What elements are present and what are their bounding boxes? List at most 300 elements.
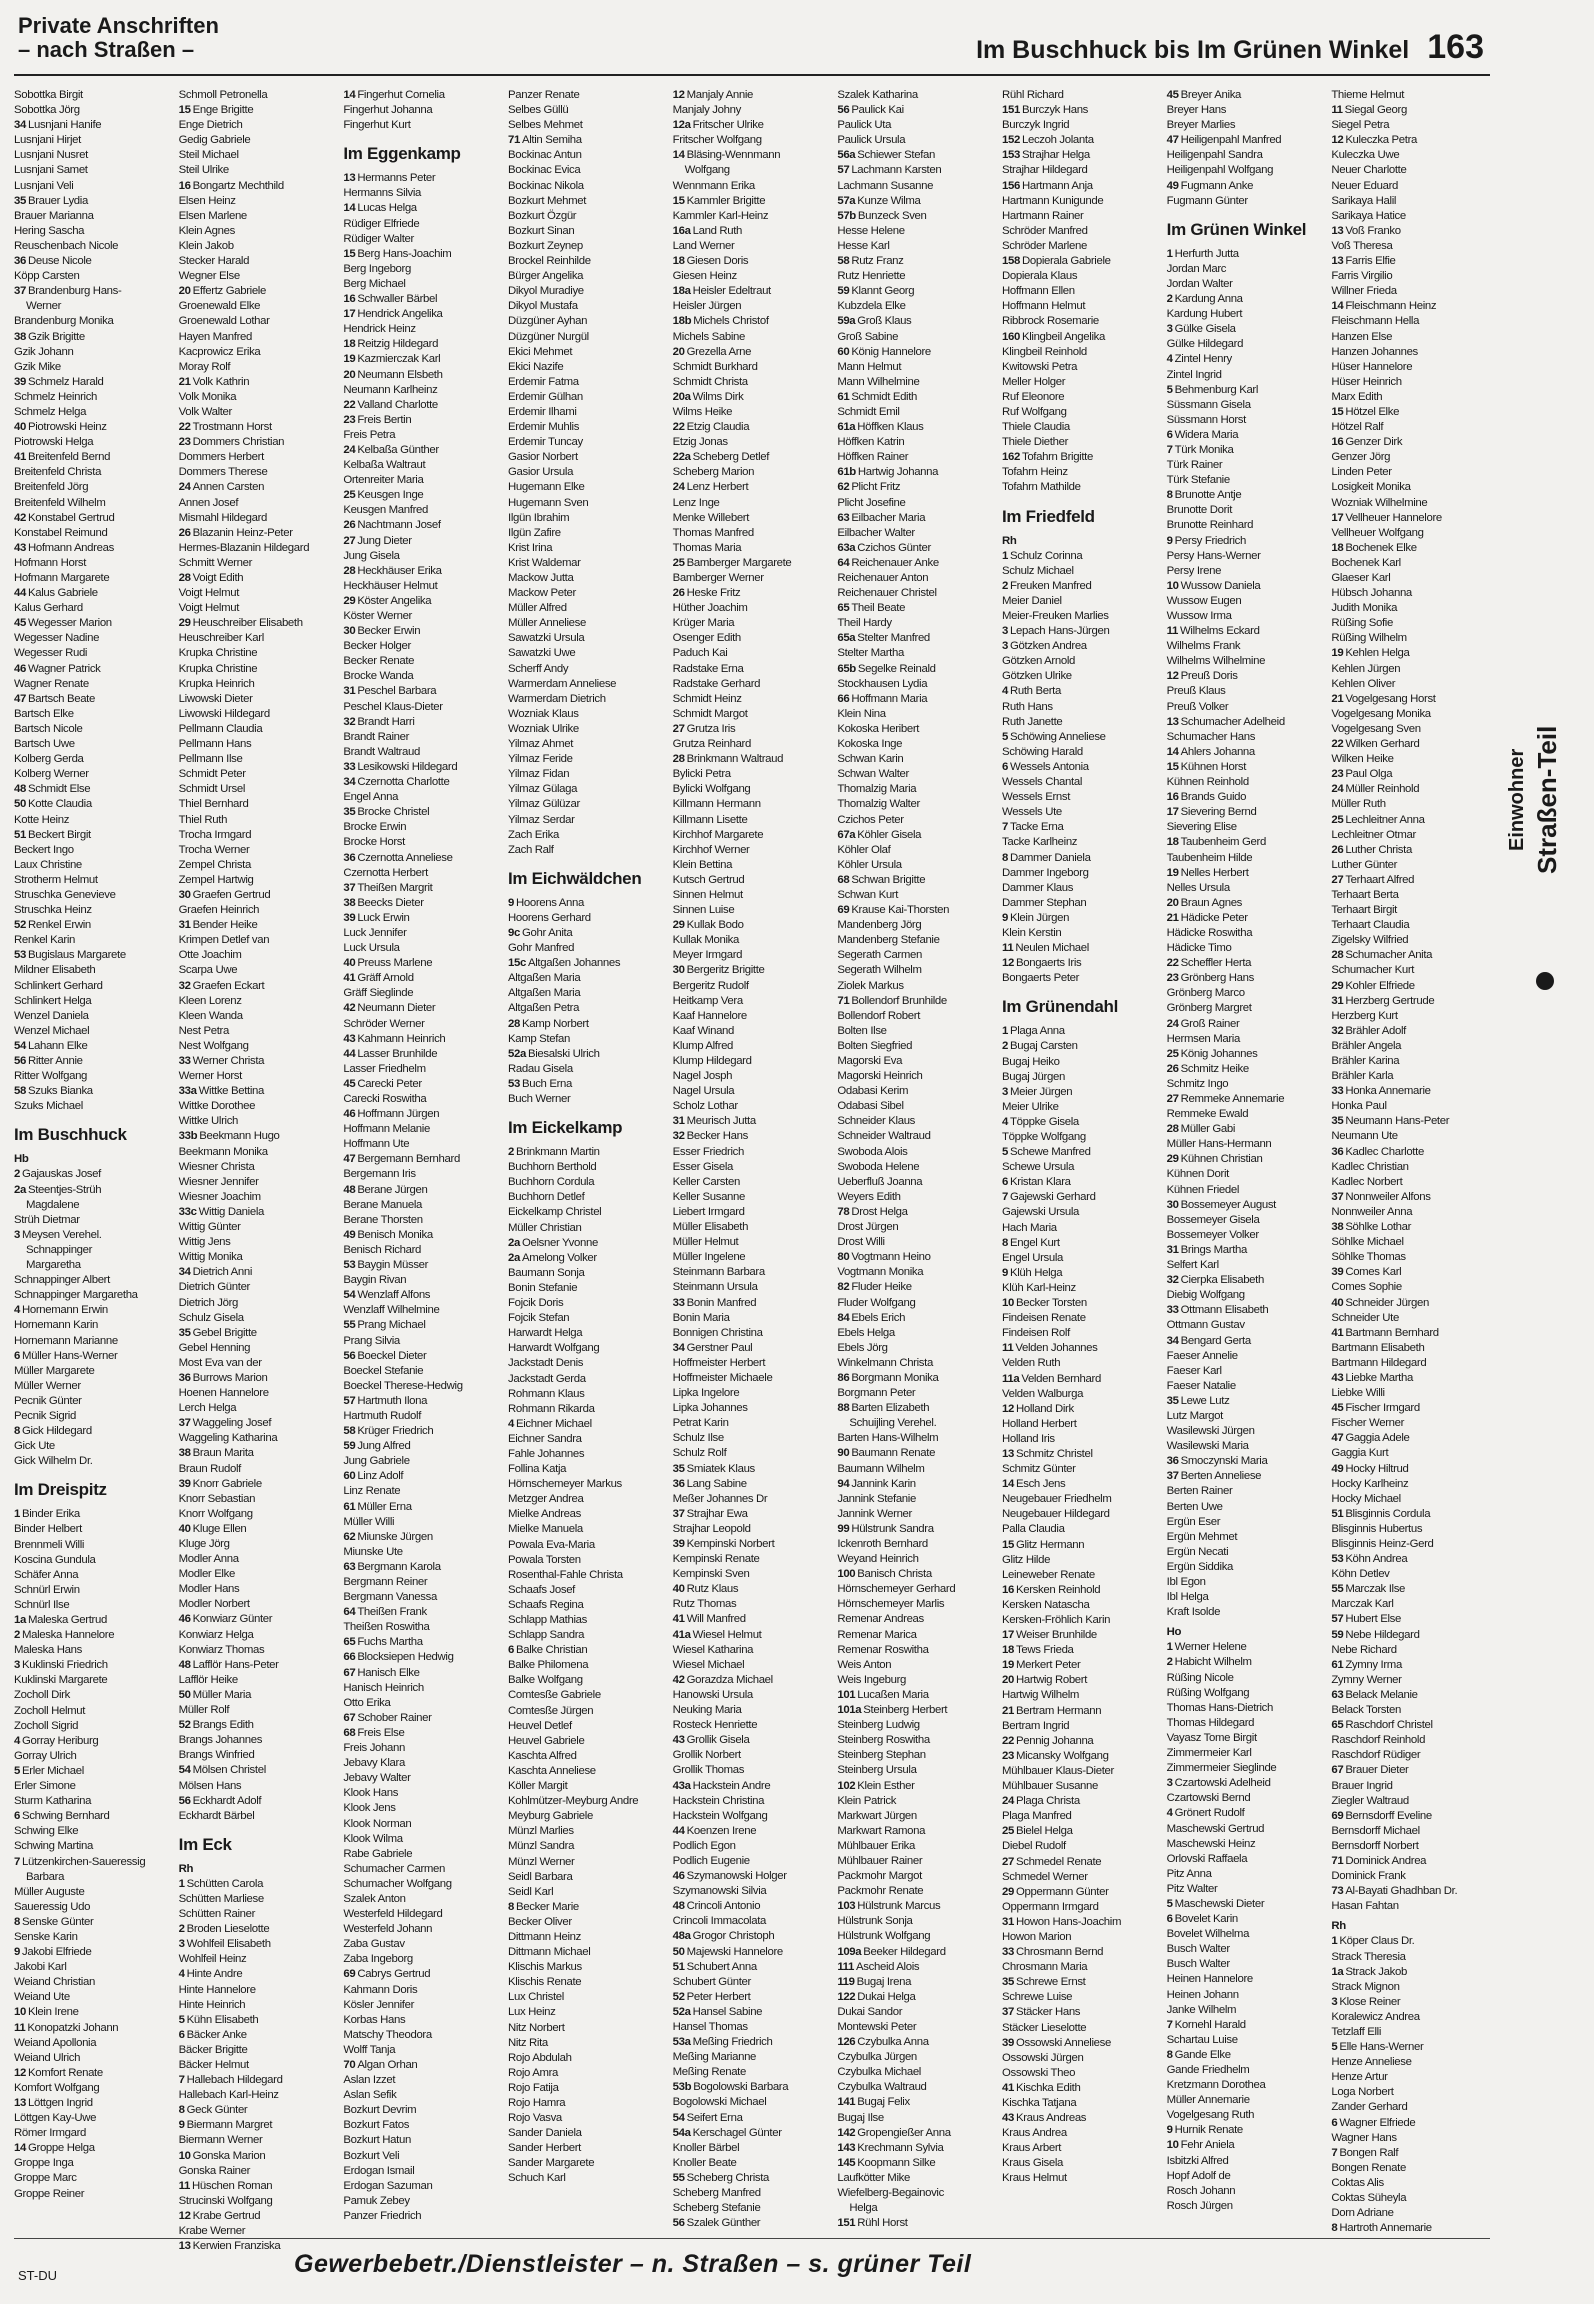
- resident-entry: [343, 1001, 500, 1016]
- resident-entry: [179, 1658, 336, 1673]
- resident-name: Mann Helmut: [837, 360, 902, 373]
- house-number: 16: [1166, 791, 1179, 804]
- house-number: 4: [1166, 353, 1173, 366]
- resident-entry: [343, 2118, 500, 2133]
- resident-entry: [179, 1907, 336, 1922]
- resident-name: Lafflör Heike: [178, 1673, 238, 1686]
- resident-entry: [1331, 1039, 1488, 1054]
- resident-name: Rh: [178, 1862, 194, 1875]
- resident-name: Reuschenbach Nicole: [14, 239, 119, 252]
- resident-name: Kleen Lorenz: [178, 994, 242, 1007]
- resident-entry: [1331, 797, 1488, 812]
- resident-name: Götzken Andrea: [1010, 640, 1087, 653]
- resident-name: Widera Maria: [1174, 428, 1239, 441]
- resident-name: Schiewer Stefan: [857, 149, 935, 162]
- resident-entry: [673, 571, 830, 586]
- resident-entry: [837, 1658, 994, 1673]
- resident-name: Oppermann Irmgard: [1002, 1900, 1099, 1913]
- resident-entry: [14, 2036, 171, 2051]
- resident-name: Radstake Gerhard: [672, 677, 761, 690]
- resident-entry: [1167, 986, 1324, 1001]
- house-number: 102: [837, 1779, 856, 1792]
- resident-entry: [343, 941, 500, 956]
- resident-entry: [179, 360, 336, 375]
- house-number: 19: [343, 353, 356, 366]
- resident-name: Kammler Karl-Heinz: [672, 209, 769, 222]
- house-number: 14: [343, 202, 356, 215]
- resident-entry: [1167, 1852, 1324, 1867]
- resident-entry: [1002, 1704, 1159, 1719]
- house-number: 19: [1166, 866, 1179, 879]
- resident-entry: [14, 1069, 171, 1084]
- resident-entry: [1331, 1537, 1488, 1552]
- resident-name: Schumacher Carmen: [343, 1862, 445, 1875]
- resident-entry: [14, 1945, 171, 1960]
- resident-name: Paul Olga: [1345, 768, 1393, 781]
- resident-name: Kohler Elfriede: [1345, 979, 1415, 992]
- resident-name: Knorr Gabriele: [192, 1477, 262, 1490]
- resident-name: Seidl Karl: [508, 1885, 554, 1898]
- resident-name: Comes Sophie: [1331, 1281, 1402, 1294]
- resident-entry: [508, 2081, 665, 2096]
- resident-entry: [343, 1228, 500, 1243]
- resident-name: Engel Kurt: [1010, 1236, 1060, 1249]
- resident-entry: [14, 1183, 171, 1198]
- resident-name: Michels Sabine: [672, 330, 745, 343]
- resident-entry: [673, 1794, 830, 1809]
- resident-name: Klook Wilma: [343, 1832, 403, 1845]
- resident-entry: [1167, 1731, 1324, 1746]
- resident-entry: [1331, 1688, 1488, 1703]
- resident-entry: [1331, 118, 1488, 133]
- resident-entry: [14, 209, 171, 224]
- resident-name: Krist Waldemar: [508, 556, 581, 569]
- house-number: 44: [343, 1047, 356, 1060]
- resident-entry: [1002, 715, 1159, 730]
- resident-entry: [673, 1990, 830, 2005]
- resident-entry: [1167, 1530, 1324, 1545]
- resident-name: Berane Manuela: [343, 1198, 423, 1211]
- resident-entry: [673, 767, 830, 782]
- resident-entry: [14, 345, 171, 360]
- resident-entry: [837, 2126, 994, 2141]
- resident-entry: [1167, 941, 1324, 956]
- resident-entry: [837, 1884, 994, 1899]
- resident-entry: [1002, 1990, 1159, 2005]
- resident-entry: [1331, 1054, 1488, 1069]
- resident-name: Brunotte Dorit: [1166, 504, 1233, 517]
- resident-name: Deuse Nicole: [27, 255, 92, 268]
- resident-name: Metzger Andrea: [508, 1493, 584, 1506]
- house-number: 39: [1331, 1266, 1344, 1279]
- resident-entry: [343, 118, 500, 133]
- resident-name: Warmerdam Anneliese: [508, 677, 617, 690]
- resident-entry: [343, 1907, 500, 1922]
- resident-entry: [343, 292, 500, 307]
- resident-entry: [1167, 1822, 1324, 1837]
- street-heading: Im Grünen Winkel: [1166, 219, 1307, 239]
- resident-name: Smiatek Klaus: [686, 1462, 755, 1475]
- resident-entry: [1331, 692, 1488, 707]
- resident-name: Segerath Wilhelm: [837, 964, 922, 977]
- resident-name: Plicht Fritz: [851, 481, 901, 494]
- resident-entry: [1331, 2085, 1488, 2100]
- resident-name: Luck Jennifer: [343, 926, 407, 939]
- resident-entry: [673, 1975, 830, 1990]
- resident-name: Hocky Michael: [1331, 1492, 1401, 1505]
- resident-name: Fluder Wolfgang: [837, 1296, 916, 1309]
- resident-entry: [673, 1552, 830, 1567]
- resident-entry: [1167, 1424, 1324, 1439]
- resident-entry: [508, 345, 665, 360]
- resident-name: Persy Friedrich: [1174, 534, 1246, 547]
- resident-name: Fehr Aniela: [1180, 2139, 1235, 2152]
- resident-entry: [1002, 1055, 1159, 1070]
- resident-name: Honka Annemarie: [1345, 1085, 1431, 1098]
- resident-name: Carecki Peter: [357, 1077, 422, 1090]
- resident-name: Lusnjani Hanife: [27, 119, 102, 132]
- resident-entry: [508, 1190, 665, 1205]
- house-number: 25: [1002, 1825, 1014, 1838]
- resident-entry: [508, 1387, 665, 1402]
- resident-entry: [673, 646, 830, 661]
- house-number: 62: [343, 1530, 356, 1543]
- resident-name: Zempel Hartwig: [178, 873, 254, 886]
- resident-name: Bamberger Werner: [672, 572, 764, 584]
- resident-entry: [673, 1522, 830, 1537]
- house-number: 8: [1002, 851, 1008, 864]
- resident-name: Linz Adolf: [357, 1470, 404, 1483]
- resident-name: Fingerhut Johanna: [343, 104, 433, 117]
- resident-name: Herzberg Kurt: [1331, 1009, 1398, 1022]
- resident-name: Brandt Waltraud: [343, 745, 420, 758]
- resident-name: Römer Irmgard: [14, 2127, 87, 2140]
- resident-entry: [1331, 2025, 1488, 2040]
- resident-name: Amelong Volker: [521, 1251, 597, 1264]
- house-number: 46: [14, 662, 26, 675]
- resident-name: Follina Katja: [508, 1463, 567, 1476]
- house-number: 52: [672, 1990, 685, 2003]
- resident-name: Schmidt Emil: [837, 405, 900, 418]
- resident-name: Maschewski Gertrud: [1166, 1822, 1265, 1835]
- resident-entry: [343, 624, 500, 639]
- resident-name: Berten Anneliese: [1180, 1470, 1262, 1483]
- resident-entry: [343, 232, 500, 247]
- resident-entry: [1167, 1942, 1324, 1957]
- resident-entry: [1167, 2154, 1324, 2169]
- resident-name: Dopierala Klaus: [1002, 270, 1078, 283]
- resident-name: Meller Holger: [1002, 375, 1066, 388]
- resident-name: Ebels Erich: [851, 1311, 906, 1324]
- resident-name: Weiand Christian: [14, 1976, 95, 1989]
- resident-name: Ruf Eleonore: [1002, 390, 1065, 403]
- resident-entry: [179, 1386, 336, 1401]
- resident-entry: [673, 1884, 830, 1899]
- resident-entry: [673, 1326, 830, 1341]
- resident-entry: [343, 1122, 500, 1137]
- resident-name: Gebel Henning: [178, 1341, 251, 1354]
- resident-name: Wasilewski Jürgen: [1166, 1425, 1255, 1438]
- resident-entry: [1167, 1183, 1324, 1198]
- resident-entry: [343, 1183, 500, 1198]
- resident-entry: [343, 352, 500, 367]
- resident-entry: [14, 2141, 171, 2156]
- resident-entry: [343, 2133, 500, 2148]
- resident-name: Boeckel Stefanie: [343, 1364, 424, 1377]
- resident-name: Linden Peter: [1331, 466, 1392, 479]
- resident-entry: [343, 488, 500, 503]
- resident-entry: [508, 1205, 665, 1220]
- resident-entry: [1167, 1776, 1324, 1791]
- resident-entry: [1002, 284, 1159, 299]
- resident-entry: [343, 669, 500, 684]
- resident-name: Wussow Eugen: [1166, 594, 1242, 607]
- resident-entry: [179, 556, 336, 571]
- resident-entry: [179, 1998, 336, 2013]
- resident-entry: [14, 1507, 171, 1522]
- resident-entry: [508, 299, 665, 314]
- house-number: 22: [178, 421, 191, 434]
- resident-entry: [508, 239, 665, 254]
- house-number: 57a: [837, 194, 856, 207]
- resident-name: Luther Günter: [1331, 858, 1398, 871]
- resident-name: Hendrick Heinz: [343, 323, 416, 336]
- resident-entry: [14, 888, 171, 903]
- resident-entry: [179, 1983, 336, 1998]
- house-number: 2: [178, 1923, 185, 1936]
- resident-name: Breitenfeld Jörg: [14, 481, 89, 494]
- resident-name: Osenger Edith: [672, 632, 741, 645]
- resident-name: Söhlke Thomas: [1331, 1251, 1406, 1264]
- resident-name: Hermes-Blazanin Hildegard: [178, 541, 310, 554]
- house-number: 52: [14, 919, 26, 932]
- resident-name: Kamp Stefan: [508, 1032, 571, 1045]
- resident-name: Thiele Diether: [1002, 436, 1069, 449]
- resident-name: Ascheid Alois: [856, 1960, 920, 1973]
- resident-name: Scheberg Christa: [686, 2171, 770, 2184]
- resident-name: Scarpa Uwe: [178, 964, 238, 977]
- resident-name: Lusnjani Veli: [14, 179, 74, 192]
- resident-name: Coktas Süheyla: [1331, 2192, 1407, 2205]
- resident-name: Brähler Karla: [1331, 1070, 1394, 1083]
- resident-entry: [1002, 866, 1159, 881]
- resident-name: Magorski Eva: [837, 1055, 903, 1067]
- resident-entry: [179, 1009, 336, 1024]
- resident-entry: [179, 420, 336, 435]
- house-number: 1: [1166, 247, 1173, 260]
- resident-entry: [1002, 1070, 1159, 1085]
- resident-name: Nagel Ursula: [672, 1085, 735, 1098]
- resident-entry: [673, 1175, 830, 1190]
- house-number: 22: [672, 421, 685, 434]
- resident-name: Eckhardt Adolf: [192, 1794, 262, 1807]
- resident-name: Faeser Natalie: [1166, 1379, 1236, 1392]
- resident-name: Hornemann Karin: [14, 1319, 99, 1332]
- resident-name: Tofahrn Heinz: [1002, 466, 1068, 479]
- resident-entry: [14, 2187, 171, 2202]
- resident-name: Buch Erna: [521, 1077, 573, 1090]
- resident-entry: [179, 1779, 336, 1794]
- resident-name: Ossowski Jürgen: [1002, 2051, 1084, 2064]
- house-number: 71: [1331, 1854, 1344, 1867]
- resident-name: Wiefelberg-Begainovic: [837, 2187, 944, 2200]
- resident-entry: [508, 269, 665, 284]
- resident-name: Keller Susanne: [672, 1190, 746, 1203]
- resident-entry: [673, 1899, 830, 1914]
- resident-entry: [508, 163, 665, 178]
- resident-name: Persy Irene: [1166, 564, 1222, 577]
- house-number: 55: [672, 2171, 685, 2184]
- house-number: 25: [343, 489, 356, 502]
- resident-name: Klannt Georg: [851, 285, 915, 298]
- resident-entry: [1167, 163, 1324, 178]
- resident-name: Findeisen Rolf: [1002, 1327, 1070, 1340]
- resident-entry: [1002, 179, 1159, 194]
- resident-entry: [508, 1047, 665, 1062]
- resident-entry: [1331, 224, 1488, 239]
- resident-name: Schnappinger: [26, 1243, 93, 1256]
- resident-name: Oelsner Yvonne: [521, 1236, 598, 1249]
- heading-line-1: Private Anschriften: [18, 13, 219, 38]
- house-number: 10: [178, 2149, 191, 2162]
- resident-entry: [1167, 1213, 1324, 1228]
- resident-entry: [673, 828, 830, 843]
- resident-entry: [673, 737, 830, 752]
- resident-name: Luck Erwin: [357, 911, 410, 924]
- resident-name: Hoorens Gerhard: [508, 911, 591, 924]
- resident-name: Hülstrunk Wolfgang: [837, 1930, 931, 1943]
- resident-name: Strotherm Helmut: [14, 873, 98, 886]
- house-number: 59a: [837, 315, 856, 328]
- house-number: 71: [508, 134, 520, 147]
- resident-entry: [508, 813, 665, 828]
- house-number: 6: [1166, 1913, 1173, 1926]
- resident-name: Comtesße Jürgen: [508, 1704, 594, 1717]
- resident-name: Rüßing Nicole: [1166, 1671, 1234, 1684]
- resident-name: Findeisen Renate: [1002, 1312, 1086, 1325]
- resident-entry: [508, 1001, 665, 1016]
- resident-entry: [508, 1017, 665, 1032]
- resident-name: Weiser Brunhilde: [1015, 1629, 1097, 1642]
- resident-entry: [1331, 1884, 1488, 1899]
- resident-name: Berg Ingeborg: [343, 262, 411, 275]
- house-number: 5: [1002, 730, 1008, 743]
- resident-entry: [1331, 843, 1488, 858]
- resident-entry: [1002, 881, 1159, 896]
- house-number: 37: [1002, 2006, 1014, 2019]
- resident-entry: [179, 767, 336, 782]
- resident-name: Hocky Karlheinz: [1331, 1477, 1409, 1490]
- resident-name: Leczoh Jolanta: [1021, 134, 1094, 147]
- resident-name: Neumann Ute: [1331, 1130, 1398, 1143]
- resident-name: Heckhäuser Erika: [357, 564, 442, 577]
- resident-name: Werner: [26, 300, 62, 313]
- resident-entry: [673, 1824, 830, 1839]
- resident-name: Seifert Erna: [686, 2111, 743, 2124]
- resident-name: Sarikaya Hatice: [1331, 209, 1406, 222]
- resident-entry: [14, 1839, 171, 1854]
- resident-entry: [179, 918, 336, 933]
- resident-name: Beekmann Monika: [178, 1145, 268, 1158]
- resident-entry: [837, 1552, 994, 1567]
- resident-entry: [1002, 1975, 1159, 1990]
- resident-name: Meier-Freuken Marlies: [1002, 610, 1109, 622]
- resident-name: Bugislaus Margarete: [27, 949, 126, 962]
- resident-entry: [14, 979, 171, 994]
- house-number: 36: [672, 1477, 685, 1490]
- resident-entry: [1331, 1084, 1488, 1099]
- resident-entry: [837, 496, 994, 511]
- resident-name: Remmeke Ewald: [1166, 1108, 1249, 1121]
- resident-entry: [673, 1597, 830, 1612]
- resident-entry: [508, 480, 665, 495]
- house-number: 32: [1166, 1274, 1179, 1287]
- resident-name: Löttgen Ingrid: [27, 2097, 93, 2109]
- street-heading: Im Dreispitz: [14, 1480, 107, 1500]
- resident-name: Thomas Hans-Dietrich: [1166, 1701, 1273, 1714]
- resident-name: Keusgen Inge: [357, 489, 424, 502]
- resident-name: Piotrowski Heinz: [27, 421, 107, 434]
- resident-entry: [508, 1251, 665, 1266]
- resident-name: Swoboda Helene: [837, 1160, 920, 1173]
- resident-entry: [343, 1424, 500, 1439]
- resident-name: Beecks Dieter: [357, 896, 424, 909]
- resident-entry: [673, 1643, 830, 1658]
- resident-name: Leineweber Renate: [1002, 1568, 1095, 1581]
- resident-name: Kuklinski Friedrich: [22, 1659, 108, 1672]
- resident-entry: [508, 194, 665, 209]
- resident-entry: [343, 383, 500, 398]
- resident-entry: [1167, 1167, 1324, 1182]
- house-number: 43: [1002, 2112, 1014, 2125]
- house-number: 53: [508, 1077, 520, 1090]
- resident-name: Maschewski Dieter: [1174, 1897, 1265, 1910]
- resident-name: Plaga Christa: [1015, 1795, 1080, 1808]
- resident-entry: [508, 2111, 665, 2126]
- resident-entry: [343, 730, 500, 745]
- resident-entry: [1331, 209, 1488, 224]
- resident-name: Micansky Wolfgang: [1015, 1749, 1109, 1762]
- resident-name: Bengard Gerta: [1180, 1334, 1251, 1347]
- house-number: 40: [14, 421, 26, 434]
- resident-entry: [343, 473, 500, 488]
- house-number: 43: [343, 1032, 356, 1045]
- resident-name: Moray Rolf: [178, 360, 231, 373]
- resident-entry: [508, 707, 665, 722]
- resident-entry: [343, 1952, 500, 1967]
- resident-name: Glaeser Karl: [1331, 572, 1391, 584]
- resident-name: Heinen Hannelore: [1166, 1973, 1253, 1986]
- resident-entry: [837, 1809, 994, 1824]
- house-number: 25: [1331, 813, 1344, 826]
- house-number: 4: [1002, 685, 1008, 698]
- house-number: 2: [14, 1168, 20, 1181]
- house-number: 32: [343, 715, 356, 728]
- resident-name: Heuschreiber Elisabeth: [192, 617, 303, 630]
- resident-entry: [1167, 1484, 1324, 1499]
- resident-name: Müller Rolf: [178, 1704, 230, 1717]
- house-number: 39: [343, 911, 356, 924]
- resident-name: Schwing Elke: [14, 1825, 79, 1838]
- resident-entry: [343, 1062, 500, 1077]
- resident-entry: [1167, 564, 1324, 579]
- resident-entry: [1167, 292, 1324, 307]
- resident-name: Brandt Rainer: [343, 730, 410, 743]
- resident-name: Kösler Jennifer: [343, 1998, 415, 2011]
- resident-name: Kluge Ellen: [192, 1522, 247, 1535]
- resident-name: Schöwing Anneliese: [1010, 730, 1106, 743]
- resident-entry: [673, 133, 830, 148]
